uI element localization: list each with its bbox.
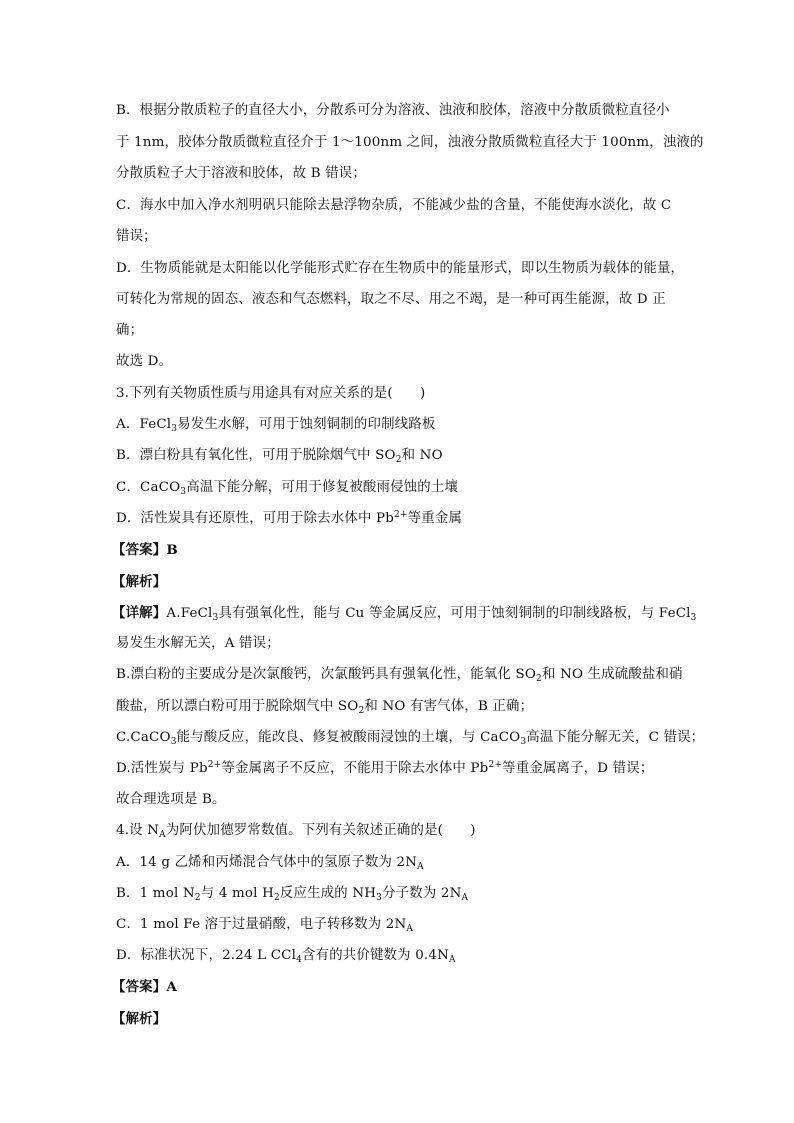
question-3-detail-a-line-2: 易发生水解无关，A 错误； bbox=[116, 636, 280, 651]
question-3-option-c: C．CaCO$_3$高温下能分解，可用于修复被酸雨侵蚀的土壤 bbox=[116, 480, 459, 497]
question-3-detail-d: D.活性炭与 $Pb^{2+}$等金属离子不反应，不能用于除去水体中 $Pb^{2+}$等重金属离子，D 错误； bbox=[116, 760, 654, 776]
question-4-analysis-label: 【解析】 bbox=[112, 1011, 167, 1027]
explanation-option-b-line-2: 于 1nm，胶体分散质微粒直径介于 1～100nm 之间，浊液分散质微粒直径大于 100nm，浊液的 bbox=[116, 135, 704, 150]
question-4-answer: 【答案】A bbox=[112, 979, 177, 995]
question-4-option-d: D．标准状况下，2.24 L CCl$_4$含有的共价键数为 $0.4N_A$ bbox=[116, 948, 456, 965]
explanation-option-d-line-3: 确； bbox=[116, 323, 144, 338]
question-4-option-b: B．1 mol $N_2$与 4 mol $H_2$反应生成的 $NH_3$分子数为 $2N_A$ bbox=[116, 886, 469, 903]
question-3-option-d: D．活性炭具有还原性，可用于除去水体中 $Pb^{2+}$等重金属 bbox=[116, 510, 463, 526]
question-3-detail-conclusion: 故合理选项是 B。 bbox=[116, 792, 226, 807]
question-4-option-a: A．14 g 乙烯和丙烯混合气体中的氢原子数为 $2N_A$ bbox=[116, 855, 424, 872]
explanation-conclusion: 故选 D。 bbox=[116, 354, 173, 369]
question-4-option-c: C．1 mol Fe 溶于过量硝酸，电子转移数为 $2N_A$ bbox=[116, 917, 414, 934]
explanation-option-b-line-1: B．根据分散质粒子的直径大小，分散系可分为溶液、浊液和胶体，溶液中分散质微粒直径小 bbox=[116, 103, 670, 118]
question-3-detail-b-line-2: 酸盐，所以漂白粉可用于脱除烟气中 $SO_2$和 NO 有害气体，B 正确； bbox=[116, 699, 534, 716]
question-3-detail-c: C.CaCO$_3$能与酸反应，能改良、修复被酸雨浸蚀的土壤，与 CaCO$_3$高温下能分解无关，C 错误； bbox=[116, 730, 705, 747]
question-3-answer: 【答案】B bbox=[112, 542, 178, 558]
question-3-option-b: B．漂白粉具有氧化性，可用于脱除烟气中 $SO_2$和 NO bbox=[116, 448, 443, 465]
explanation-option-c-line-1: C．海水中加入净水剂明矾只能除去悬浮物杂质，不能减少盐的含量，不能使海水淡化，故 C bbox=[116, 198, 672, 213]
explanation-option-b-line-3: 分散质粒子大于溶液和胶体，故 B 错误； bbox=[116, 166, 366, 181]
question-3-stem: 3.下列有关物质性质与用途具有对应关系的是( ) bbox=[116, 386, 426, 401]
explanation-option-d-line-1: D．生物质能就是太阳能以化学能形式贮存在生物质中的能量形式，即以生物质为载体的能量， bbox=[116, 261, 685, 276]
explanation-option-d-line-2: 可转化为常规的固态、液态和气态燃料，取之不尽、用之不竭，是一种可再生能源，故 D 正 bbox=[116, 292, 666, 307]
explanation-option-c-line-2: 错误； bbox=[116, 229, 157, 244]
question-3-detail-b-line-1: B.漂白粉的主要成分是次氯酸钙，次氯酸钙具有强氧化性，能氧化 $SO_2$和 NO 生成硫酸盐和硝 bbox=[116, 667, 683, 684]
question-4-stem: 4.设 $N_A$为阿伏加德罗常数值。下列有关叙述正确的是( ) bbox=[116, 823, 476, 840]
question-3-detail-a-line-1: 【详解】A.FeCl$_3$具有强氧化性，能与 Cu 等金属反应，可用于蚀刻铜制的印制线路板，与 FeCl$_3$ bbox=[112, 605, 697, 623]
question-3-analysis-label: 【解析】 bbox=[112, 574, 167, 590]
question-3-option-a: A．FeCl$_3$易发生水解，可用于蚀刻铜制的印制线路板 bbox=[116, 417, 436, 434]
